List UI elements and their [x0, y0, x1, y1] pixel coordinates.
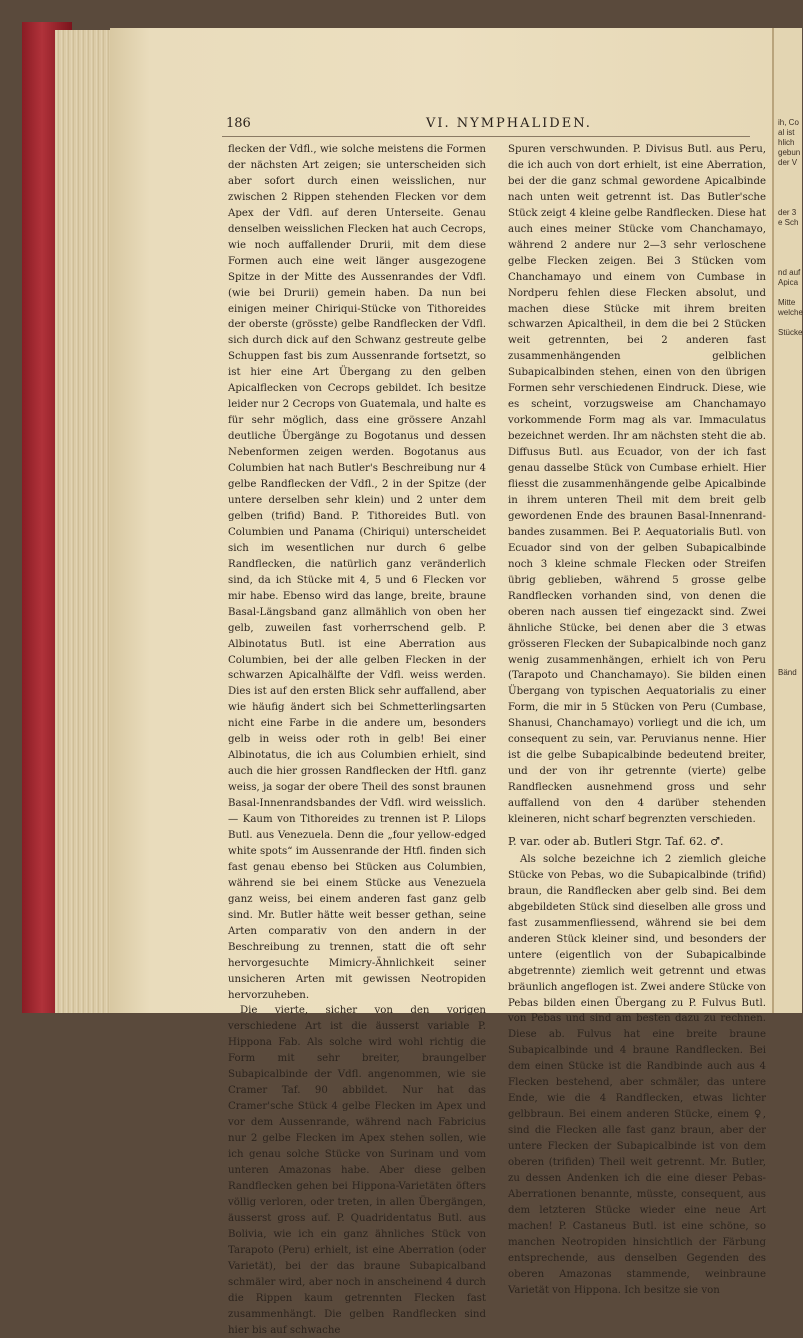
next-page-fragment: Apica — [778, 278, 799, 287]
page-number: 186 — [226, 116, 251, 131]
running-title: VI. NYMPHALIDEN. — [426, 116, 592, 131]
left-text-column — [228, 142, 486, 1338]
next-page-fragment: hlich — [778, 138, 795, 147]
next-page-fragment: Bänd — [778, 668, 797, 677]
next-page-fragment: ih, Co — [778, 118, 799, 127]
next-page-fragment: nd auf — [778, 268, 801, 277]
next-page-fragment: der V — [778, 158, 798, 167]
header-rule — [222, 136, 750, 137]
next-page-fragment: al ist — [778, 128, 795, 137]
right-text-column — [508, 142, 766, 1299]
next-page-fragment: gebun — [778, 148, 801, 157]
page-stack-edge — [55, 30, 115, 1013]
paragraph: Als solche bezeichne ich 2 ziemlich gleiche Stücke von Pebas, wo die Subapicalbinde (trifid) braun, die Randflecken aber gelb sind. Bei dem abgebildeten Stück sind dieselben alle gross und fast zusammenfliessend, während sie bei dem anderen Stück kleiner sind, und besonders der untere (eigentlich von der Subapicalbinde abgetrennte) ziemlich weit getrennt und etwas bräunlich angeflogen ist. Zwei andere Stücke von Pebas bilden einen Übergang zu P. Fulvus Butl. von Pebas und sind am besten dazu zu rechnen. Diese ab. Fulvus hat eine breite braune Subapicalbinde und 4 braune Randflecken. Bei dem einen Stücke ist die Randbinde auch aus 4 Flecken bestehend, aber schmäler, das untere Ende, wie die 4 Randflecken, etwas lichter gelbbraun. Bei einem anderen Stücke, einem ♀, sind die Flecken alle fast ganz braun, aber der untere Flecken der Subapicalbinde ist von dem oberen (trifiden) Theil weit getrennt. Mr. Butler, zu dessen Andenken ich die eine dieser Pebas-Aberrationen benannte, müsste, consequent, aus dem letzteren Stücke wieder eine neue Art machen! P. Castaneus Butl. ist eine schöne, so manchen Neotropiden hinsichtlich der Färbung entsprechende, aus denselben Gegenden des oberen Amazonas stammende, weinbraune Varietät von Hippona. Ich besitze sie von — [508, 853, 766, 1296]
next-page-fragment: Stücke — [778, 328, 803, 337]
next-page-sliver — [772, 28, 802, 1013]
paragraph: Die vierte, sicher von den vorigen verschiedene Art ist die äusserst variable P. Hippona Fab. Als solche wird wohl richtig die Form mit sehr breiter, braungelber Subapicalbinde der Vdfl. angenommen, wie sie Cramer Taf. 90 abbildet. Nur hat das Cramer'sche Stück 4 gelbe Flecken im Apex und vor dem Aussenrande, während nach Fabricius nur 2 gelbe Flecken im Apex stehen sollen, wie ich genau solche Stücke von Surinam und vom unteren Amazonas habe. Aber diese gelben Randflecken gehen bei Hippona-Varietäten öfters völlig verloren, oder treten, in allen Übergängen, äusserst gross auf. P. Quadridentatus Butl. aus Bolivia, wie ich ein ganz ähnliches Stück von Tarapoto (Peru) erhielt, ist eine Aberration (oder Varietät), bei der das braune Subapicalband schmäler wird, aber noch in anscheinend 4 durch die Rippen kaum getrennten Flecken fast zusammenhängt. Die gelben Randflecken sind hier bis auf schwache — [228, 1005, 486, 1336]
section-heading: P. var. oder ab. Butleri Stgr. Taf. 62. ♂. — [508, 834, 724, 848]
next-page-fragment: e Sch — [778, 218, 799, 227]
next-page-fragment: Mitte — [778, 298, 796, 307]
paragraph: flecken der Vdfl., wie solche meistens die Formen der nächsten Art zeigen; sie unterscheiden sich aber sofort durch einen weisslichen, nur zwischen 2 Rippen stehenden Flecken vor dem Apex der Vdfl. auf deren Unterseite. Genau denselben weisslichen Flecken hat auch Cecrops, wie noch auffallender Drurii, mit dem diese Formen auch eine weit länger ausgezogene Spitze in der Mitte des Aussenrandes der Vdfl. (wie bei Drurii) gemein haben. Da nun bei einigen meiner Chiriqui-Stücke von Tithoreides der oberste (grösste) gelbe Randflecken der Vdfl. sich durch dick auf den Schwanz gestreute gelbe Schuppen fast bis zum Aussenrande fortsetzt, so ist hier eine Art Übergang zu den gelben Apicalflecken von Cecrops gebildet. Ich besitze leider nur 2 Cecrops von Guatemala, und halte es für sehr möglich, dass eine grössere Anzahl deutliche Übergänge zu Bogotanus und dessen Nebenformen zeigen werden. Bogotanus aus Columbien hat nach Butler's Beschreibung nur 4 gelbe Randflecken der Vdfl., 2 in der Spitze (der untere derselben sehr klein) und 2 unter dem gelben (trifid) Band. P. Tithoreides Butl. von Columbien und Panama (Chiriqui) unterscheidet sich im wesentlichen nur durch 6 gelbe Randflecken, die natürlich ganz veränderlich sind, da ich Stücke mit 4, 5 und 6 Flecken vor mir habe. Ebenso wird das lange, breite, braune Basal-Längsband ganz allmählich von oben her gelb, zuweilen fast vorherrschend gelb. P. Albinotatus Butl. ist eine Aberration aus Columbien, bei der alle gelben Flecken in der schwarzen Apicalhälfte der Vdfl. weiss werden. Dies ist auf den ersten Blick sehr auffallend, aber wie häufig ändert sich bei Schmetterlingsarten nicht eine Farbe in die andere um, besonders gelb in weiss oder roth in gelb! Bei einer Albinotatus, die ich aus Columbien erhielt, sind auch die hier grossen Randflecken der Htfl. ganz weiss, ja sogar der obere Theil des sonst braunen Basal-Innenrandsbandes der Vdfl. wird weisslich. — Kaum von Tithoreides zu trennen ist P. Lilops Butl. aus Venezuela. Denn die „four yellow-edged white spots“ im Aussenrande der Htfl. finden sich fast genau ebenso bei Stücken aus Columbien, während sie bei einem Stücke aus Venezuela ganz weiss, bei einem anderen fast ganz gelb sind. Mr. Butler hätte weit besser gethan, seine Arten comparativ von den andern in der Beschreibung zu trennen, statt die oft sehr hervorgesuchte Mimicry-Ähnlichkeit seiner unsicheren Arten mit gewissen Neotropiden hervorzuheben. — [228, 144, 486, 1001]
next-page-fragment: der 3 — [778, 208, 797, 217]
next-page-fragment: welche — [778, 308, 803, 317]
paragraph: Spuren verschwunden. P. Divisus Butl. aus Peru, die ich auch von dort erhielt, ist eine Aberration, bei der die ganz schmal gewordene Apicalbinde nach unten weit getrennt ist. Das Butler'sche Stück zeigt 4 kleine gelbe Randflecken. Diese hat auch eines meiner Stücke vom Chanchamayo, während 2 andere nur 2—3 sehr verloschene gelbe Flecken zeigen. Bei 3 Stücken vom Chanchamayo und einem von Cumbase in Nordperu fehlen diese Flecken absolut, und machen diese Stücke mit ihrem breiten schwarzen Apicaltheil, in dem die bei 2 Stücken weit getrennten, bei 2 anderen fast zusammenhängenden gelblichen Subapicalbinden stehen, einen von den übrigen Formen sehr verschiedenen Eindruck. Diese, wie es scheint, vorzugsweise am Chanchamayo vorkommende Form mag als var. Immaculatus bezeichnet werden. Ihr am nächsten steht die ab. Diffusus Butl. aus Ecuador, von der ich fast genau dasselbe Stück von Cumbase erhielt. Hier fliesst die zusammenhängende gelbe Apicalbinde in ihrem unteren Theil mit dem breit gelb gewordenen Ende des braunen Basal-Innenrand-bandes zusammen. Bei P. Aequatorialis Butl. von Ecuador sind von der gelben Subapicalbinde noch 3 kleine schmale Flecken oder Streifen übrig geblieben, während 5 grosse gelbe Randflecken vorhanden sind, von denen die oberen nach aussen tief eingezackt sind. Zwei ähnliche Stücke, bei denen aber die 3 etwas grösseren Flecken der Subapicalbinde noch ganz wenig zusammenhängen, erhielt ich von Peru (Tarapoto und Chanchamayo). Sie bilden einen Übergang von typischen Aequatorialis zu einer Form, die mir in 5 Stücken von Peru (Cumbase, Shanusi, Chanchamayo) vorliegt und die ich, um consequent zu sein, var. Peruvianus nenne. Hier ist die gelbe Subapicalbinde bedeutend breiter, und der von ihr getrennte (vierte) gelbe Randflecken ausnehmend gross und sehr auffallend von den 4 darüber stehenden kleineren, nicht scharf begrenzten verschieden. — [508, 144, 766, 826]
